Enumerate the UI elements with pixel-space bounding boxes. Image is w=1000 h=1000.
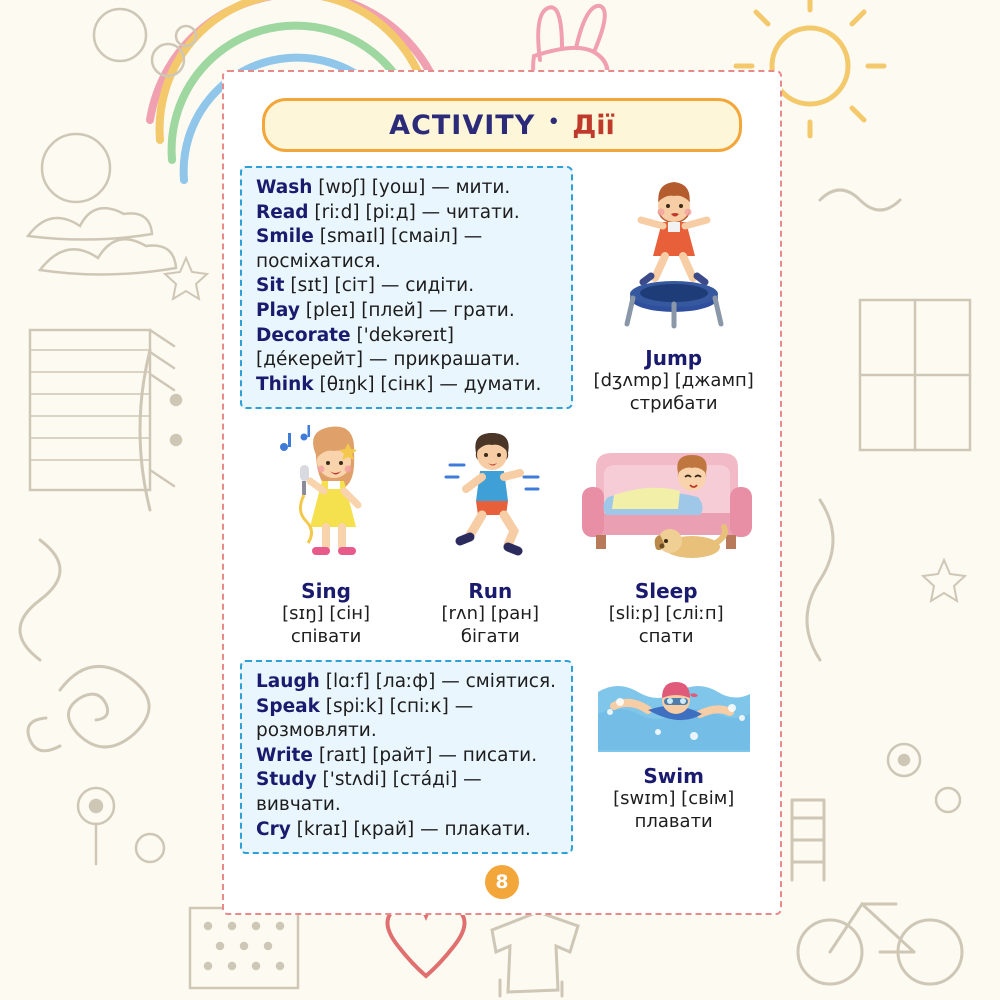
picture-jump bbox=[583, 166, 764, 415]
word-entry bbox=[256, 324, 559, 349]
picture-sleep bbox=[572, 425, 760, 648]
word-entry bbox=[256, 225, 559, 250]
word-detail: [spiːk] [спіːк] — bbox=[319, 695, 474, 717]
caption-transcription: [rʌn] [ран] bbox=[441, 603, 540, 624]
word-detail: [sɪt] [сіт] — сидіти. bbox=[284, 275, 475, 297]
word-detail: [дéкерейт] — прикрашати. bbox=[256, 349, 521, 371]
word-entry bbox=[256, 670, 559, 695]
wordbox-top bbox=[240, 166, 573, 409]
page-number-badge: 8 bbox=[485, 865, 519, 899]
word-detail: [smaɪl] [смаіл] — bbox=[313, 226, 483, 248]
picture-run bbox=[408, 425, 572, 648]
worksheet-page bbox=[222, 70, 782, 915]
word-entry bbox=[256, 768, 559, 817]
word-detail: посміхатися. bbox=[256, 250, 381, 272]
word-entry bbox=[256, 176, 559, 201]
page-title-ukrainian: Дії bbox=[572, 109, 615, 141]
word-detail: [riːd] [ріːд] — читати. bbox=[308, 201, 520, 223]
caption-translation: стрибати bbox=[629, 392, 718, 414]
word-entry bbox=[256, 373, 559, 398]
child-swimming-illustration bbox=[594, 674, 754, 760]
caption-word: Jump bbox=[645, 346, 703, 370]
content-row-middle bbox=[240, 425, 764, 648]
word-term: Sit bbox=[256, 275, 285, 297]
word-entry bbox=[256, 744, 559, 769]
word-detail: [pleɪ] [плей] — грати. bbox=[299, 299, 515, 321]
caption-word: Run bbox=[468, 579, 513, 603]
wordbox-top-wrapper bbox=[240, 166, 573, 415]
word-term: Cry bbox=[256, 818, 291, 840]
word-entry-continuation bbox=[256, 348, 559, 373]
word-term: Study bbox=[256, 769, 317, 791]
caption-word: Sing bbox=[301, 579, 351, 603]
wordbox-bottom-wrapper bbox=[240, 660, 573, 854]
caption-translation: співати bbox=[290, 625, 362, 647]
wordbox-bottom bbox=[240, 660, 573, 854]
word-entry-continuation bbox=[256, 719, 559, 744]
caption-transcription: [sliːp] [сліːп] bbox=[608, 603, 724, 624]
word-detail: ['stʌdi] [стáді] — вивчати. bbox=[256, 769, 482, 815]
caption-transcription: [dʒʌmp] [джамп] bbox=[593, 370, 754, 391]
content-row-top bbox=[240, 166, 764, 415]
girl-singing-microphone-illustration bbox=[256, 425, 396, 575]
girl-sleeping-on-sofa-illustration bbox=[574, 425, 759, 575]
word-term: Read bbox=[256, 201, 309, 223]
boy-running-illustration bbox=[420, 425, 560, 575]
word-entry bbox=[256, 299, 559, 324]
page-title-banner: ACTIVITY • Дії bbox=[262, 98, 742, 152]
word-term: Speak bbox=[256, 695, 320, 717]
word-detail: [lɑːf] [лаːф] — сміятися. bbox=[319, 671, 556, 692]
caption-translation: плавати bbox=[634, 810, 713, 832]
content-row-bottom bbox=[240, 660, 764, 854]
caption-translation: бігати bbox=[460, 625, 520, 647]
word-detail: [raɪt] [райт] — писати. bbox=[312, 744, 538, 766]
caption-transcription: [sɪŋ] [сін] bbox=[282, 603, 371, 624]
word-detail: [kraɪ] [край] — плакати. bbox=[290, 818, 531, 840]
word-entry bbox=[256, 201, 559, 226]
word-detail: [wɒʃ] [уош] — мити. bbox=[312, 177, 511, 198]
picture-swim bbox=[583, 660, 764, 854]
word-entry bbox=[256, 695, 559, 720]
caption-word: Swim bbox=[643, 764, 704, 788]
word-term: Decorate bbox=[256, 324, 351, 346]
picture-sing bbox=[244, 425, 408, 648]
word-term: Think bbox=[256, 373, 314, 395]
word-detail: ['dekəreɪt] bbox=[350, 324, 454, 346]
caption-word: Sleep bbox=[634, 579, 698, 603]
girl-on-trampoline-illustration bbox=[599, 172, 749, 342]
caption-translation: спати bbox=[638, 625, 694, 647]
word-detail: [θɪŋk] [сінк] — думати. bbox=[313, 373, 542, 395]
word-entry-continuation bbox=[256, 250, 559, 275]
word-term: Play bbox=[256, 299, 300, 321]
word-term: Write bbox=[256, 744, 313, 766]
word-entry bbox=[256, 818, 559, 843]
word-entry bbox=[256, 274, 559, 299]
word-term: Wash bbox=[256, 177, 313, 198]
caption-transcription: [swɪm] [свім] bbox=[613, 788, 735, 809]
word-term: Smile bbox=[256, 226, 314, 248]
word-term: Laugh bbox=[256, 671, 320, 692]
page-title-english: ACTIVITY bbox=[389, 109, 536, 141]
word-detail: розмовляти. bbox=[256, 720, 377, 742]
